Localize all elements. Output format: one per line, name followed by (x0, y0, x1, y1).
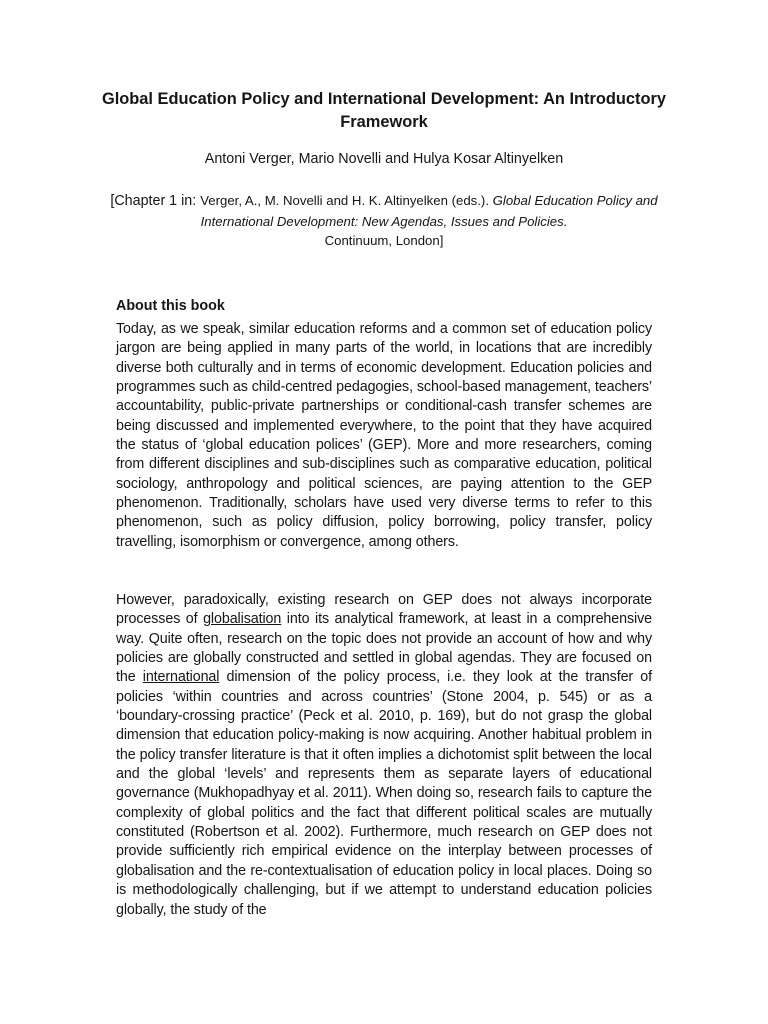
paragraph2-text-1: However, paradoxically, existing research on GEP does not always incorporate processes of (116, 592, 652, 628)
citation-prefix: [Chapter 1 in: (110, 193, 201, 209)
paragraph2-text-3: dimension of the policy process, i.e. they look at the transfer of policies ‘within countries and across countries’ (Stone 2004, p. 545) or as a ‘boundary-crossing practice’ (Peck et al. 2010, p. 169), but do not grasp the global dimension that education policy-making is now acquiring. Another habitual problem in the policy transfer literature is that it often implies a dichotomist split between the local and the global ‘levels’ and represents them as separate layers of educational governance (Mukhopadhyay et al. 2011). When doing so, research fails to capture the complexity of global politics and the fact that different political scales are mutually constituted (Robertson et al. 2002). Furthermore, much research on GEP does not provide sufficiently rich empirical evidence on the interplay between processes of globalisation and the re-contextualisation of education policy in local places. Doing so is methodologically challenging, but if we attempt to understand education policies globally, the study of the (116, 669, 652, 918)
body-paragraph-2 (116, 591, 652, 920)
chapter-citation (100, 191, 668, 251)
underlined-term-globalisation: globalisation (203, 611, 282, 628)
underlined-term-international: international (142, 669, 220, 686)
section-heading: About this book (116, 298, 225, 314)
paragraph2-text-2: into its analytical framework, at least in a comprehensive way. Quite often, research on the topic does not provide an account of how and why policies are globally constructed and settled in global agendas. They are focused on the (116, 611, 652, 686)
citation-book-title: Global Education Policy and International Development: New Agendas, Issues and Policies. (200, 193, 658, 229)
document-title: Global Education Policy and International Development: An Introductory Framework (101, 90, 666, 131)
body-paragraph-1: Today, as we speak, similar education reforms and a common set of education policy jargon are being applied in many parts of the world, in locations that are incredibly diverse both culturally and in terms of economic development. Education policies and programmes such as child-centred pedagogies, school-based management, teachers’ accountability, public-private partnerships or conditional-cash transfer schemes are being discussed and implemented everywhere, to the point that they have acquired the status of ‘global education polices’ (GEP). More and more researchers, coming from different disciplines and sub-disciplines such as comparative education, political sociology, anthropology and political sciences, are paying attention to the GEP phenomenon. Traditionally, scholars have used very diverse terms to refer to this phenomenon, such as policy diffusion, policy borrowing, policy transfer, policy travelling, isomorphism or convergence, among others. (116, 321, 652, 550)
author-list: Antoni Verger, Mario Novelli and Hulya Kosar Altinyelken (204, 151, 564, 167)
citation-publisher: Continuum, London] (324, 233, 444, 248)
citation-editors: Verger, A., M. Novelli and H. K. Altinyelken (eds.). (200, 193, 493, 208)
